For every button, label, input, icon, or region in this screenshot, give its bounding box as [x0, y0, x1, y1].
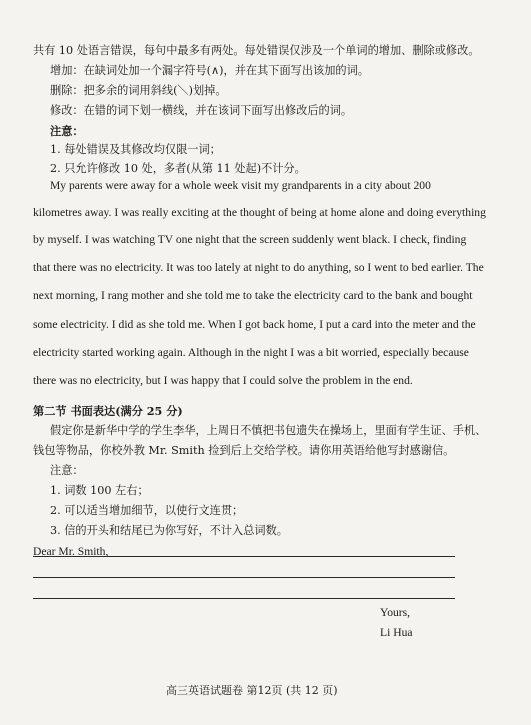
prompt-line-1: 假定你是新华中学的学生李华，上周日不慎把书包遗失在操场上，里面有学生证、手机、 [50, 424, 487, 437]
rule-delete: 删除：把多余的词用斜线(＼)划掉。 [50, 84, 227, 97]
answer-line-2 [33, 577, 455, 578]
writing-note-label: 注意： [50, 464, 84, 477]
rule-add: 增加：在缺词处加一个漏字符号(∧)，并在其下面写出该加的词。 [50, 64, 369, 77]
answer-line-1 [33, 556, 455, 557]
passage-line-3: by myself. I was watching TV one night that the screen suddenly went black. I check, finding [33, 233, 467, 246]
rule-modify: 修改：在错的词下划一横线，并在该词下面写出修改后的词。 [50, 104, 353, 117]
answer-line-3 [33, 598, 455, 599]
passage-line-1: My parents were away for a whole week visit my grandparents in a city about 200 [50, 179, 431, 192]
passage-line-2: kilometres away. I was really exciting at the thought of being at home alone and doing everything [33, 206, 486, 219]
passage-line-5: next morning, I rang mother and she told me to take the electricity card to the bank and bought [33, 289, 473, 302]
section-heading: 第二节 书面表达(满分 25 分) [33, 404, 183, 418]
passage-line-8: there was no electricity, but I was happy that I could solve the problem in the end. [33, 374, 413, 387]
passage-line-7: electricity started working again. Although in the night I was a bit worried, especially because [33, 346, 469, 359]
letter-greeting: Dear Mr. Smith, [33, 545, 109, 558]
passage-line-4: that there was no electricity. It was too lately at night to do anything, so I went to bed earlier. The [33, 261, 484, 274]
intro-line: 共有 10 处语言错误，每句中最多有两处。每处错误仅涉及一个单词的增加、删除或修改。 [33, 44, 480, 57]
note-1: 1. 每处错误及其修改均仅限一词； [50, 143, 221, 156]
writing-note-3: 3. 信的开头和结尾已为你写好，不计入总词数。 [50, 524, 288, 537]
letter-signature: Li Hua [380, 626, 413, 639]
note-2: 2. 只允许修改 10 处，多者(从第 11 处起)不计分。 [50, 162, 306, 175]
page-footer: 高三英语试题卷 第12页 (共 12 页) [166, 684, 338, 697]
writing-note-2: 2. 可以适当增加细节，以使行文连贯； [50, 504, 244, 517]
prompt-line-2: 钱包等物品，你校外教 Mr. Smith 捡到后上交给学校。请你用英语给他写封感谢信。 [33, 444, 455, 457]
letter-closing: Yours, [380, 606, 411, 619]
note-label: 注意： [50, 124, 84, 138]
passage-line-6: some electricity. I did as she told me. When I got back home, I put a card into the meter and the [33, 318, 476, 331]
writing-note-1: 1. 词数 100 左右； [50, 484, 149, 497]
